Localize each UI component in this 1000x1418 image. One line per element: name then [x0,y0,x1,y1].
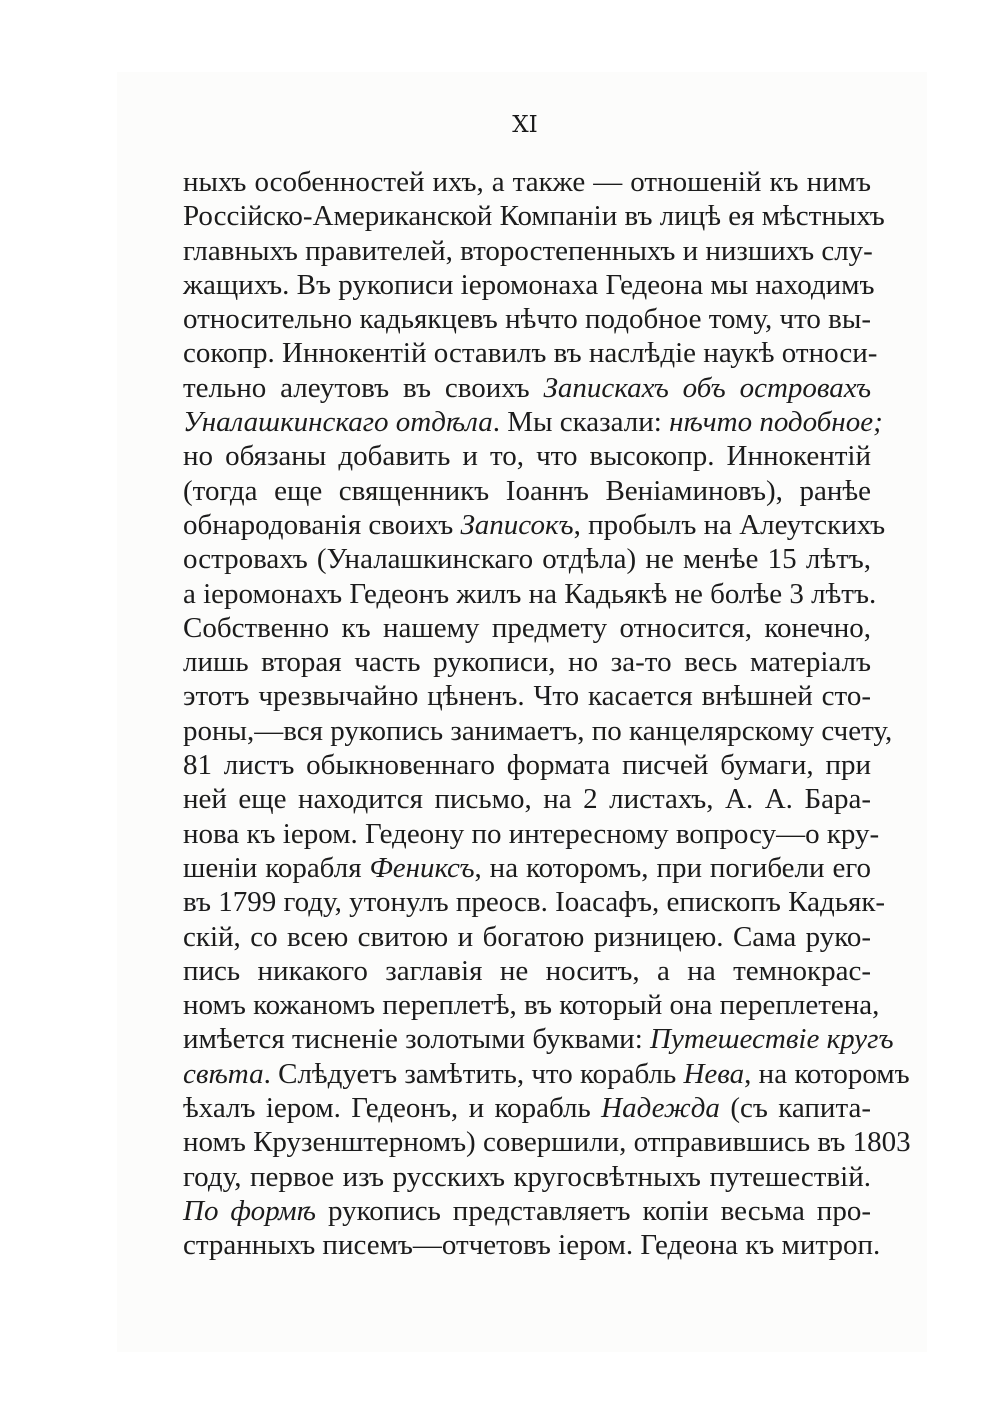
text-segment: главныхъ правителей, второстепенныхъ и низшихъ слу- [183,234,873,267]
text-segment: пись никакого заглавія не носитъ, а на темнокрас- [183,954,871,987]
body-text [183,165,911,1263]
text-segment: относительно кадьякцевъ нѣчто подобное тому, что вы- [183,303,871,336]
text-segment: обнародованія своихъ [183,508,461,541]
text-line [183,851,871,885]
text-segment: (съ капита- [719,1092,871,1125]
text-segment: . Слѣдуетъ замѣтить, что корабль [263,1057,684,1090]
text-line [183,645,871,679]
text-segment: лишь вторая часть рукописи, но за-то весь матеріалъ [183,646,871,679]
text-line [183,782,871,816]
italic-text: нѣчто подобное; [669,406,883,439]
text-line [183,165,871,199]
text-segment: номъ кожаномъ переплетѣ, въ который она переплетена, [183,989,880,1022]
text-line [183,1022,894,1056]
text-segment: имѣется тисненіе золотыми буквами: [183,1023,651,1056]
italic-text: свѣта [183,1057,264,1090]
text-segment: номъ Крузенштерномъ) совершили, отправившись въ 1803 [183,1126,911,1159]
text-line [183,336,878,370]
text-segment: островахъ (Уналашкинскаго отдѣла) не менѣе 15 лѣтъ, [183,543,871,576]
text-line [183,577,877,611]
text-line [183,1091,871,1125]
italic-text: Уналашкинскаго отдѣла [183,406,493,439]
text-line [183,1125,911,1159]
text-segment: а іеромонахъ Гедеонъ жилъ на Кадьякѣ не болѣе 3 лѣтъ. [183,577,877,610]
text-segment: (тогда еще священникъ Іоаннъ Веніаминовъ), ранѣе [183,474,871,507]
text-segment: ныхъ особенностей ихъ, а также — отношеній къ нимъ [183,166,871,198]
text-line [183,542,871,576]
text-segment: жащихъ. Въ рукописи іеромонаха Гедеона мы находимъ [183,268,875,301]
text-segment: нова къ іером. Гедеону по интересному вопросу—о кру- [183,817,880,850]
text-line [183,611,871,645]
text-segment: въ 1799 году, утонулъ преосв. Іоасафъ, епископъ Кадьяк- [183,886,886,919]
italic-text: Надежда [601,1092,720,1125]
text-line [183,234,871,268]
text-segment: Россійско-Американской Компаніи въ лицѣ ея мѣстныхъ [183,200,885,233]
text-line [183,302,871,336]
text-line [183,1057,910,1091]
text-line [183,920,871,954]
italic-text: По формѣ [183,1194,317,1227]
text-segment: странныхъ писемъ—отчетовъ іером. Гедеона къ митроп. [183,1229,881,1262]
text-segment: , пробылъ на Алеутскихъ [573,508,886,541]
text-line [183,508,886,542]
text-line [183,714,893,748]
text-segment: рукопись представляетъ копіи весьма про- [316,1194,871,1227]
text-line [183,371,871,405]
text-line [183,748,871,782]
text-line [183,439,871,473]
text-line [183,954,871,988]
text-segment: 81 листъ обыкновеннаго формата писчей бумаги, при [183,749,871,782]
text-segment: этотъ чрезвычайно цѣненъ. Что касается внѣшней сто- [183,680,871,713]
text-line [183,679,871,713]
text-segment: ней еще находится письмо, на 2 листахъ, А. А. Бара- [183,783,871,816]
text-line [183,1194,871,1228]
text-segment: , на которомъ [744,1057,910,1090]
text-line [183,474,871,508]
italic-text: Запискахъ объ островахъ [543,371,872,404]
text-segment: , на которомъ, при погибели его [474,851,871,884]
text-segment: шеніи корабля [183,851,370,884]
text-line [183,988,880,1022]
italic-text: Путешествіе кругъ [650,1023,894,1056]
text-segment: роны,—вся рукопись занимаетъ, по канцелярскому счету, [183,714,893,747]
text-segment: но обязаны добавить и то, что высокопр. Иннокентій [183,440,871,473]
text-segment: тельно алеутовъ въ своихъ [183,371,544,404]
text-line [183,817,880,851]
text-line [183,1160,871,1194]
text-segment: ѣхалъ іером. Гедеонъ, и корабль [183,1092,602,1125]
text-line [183,405,883,439]
text-segment: сокопр. Иннокентій оставилъ въ наслѣдіе наукѣ относи- [183,337,878,370]
text-line [183,199,885,233]
italic-text: Фениксъ [369,851,475,884]
text-segment: году, первое изъ русскихъ кругосвѣтныхъ путешествій. [183,1160,871,1193]
text-segment: . Мы сказали: [492,406,670,439]
text-line [183,1228,881,1262]
text-segment: Собственно къ нашему предмету относится, конечно, [183,611,871,644]
page-number: XI [512,112,538,138]
text-line [183,268,875,302]
italic-text: Записокъ [460,508,574,541]
text-line [183,885,886,919]
text-segment: скій, со всею свитою и богатою ризницею. Сама руко- [183,920,871,953]
italic-text: Нева [683,1057,745,1090]
